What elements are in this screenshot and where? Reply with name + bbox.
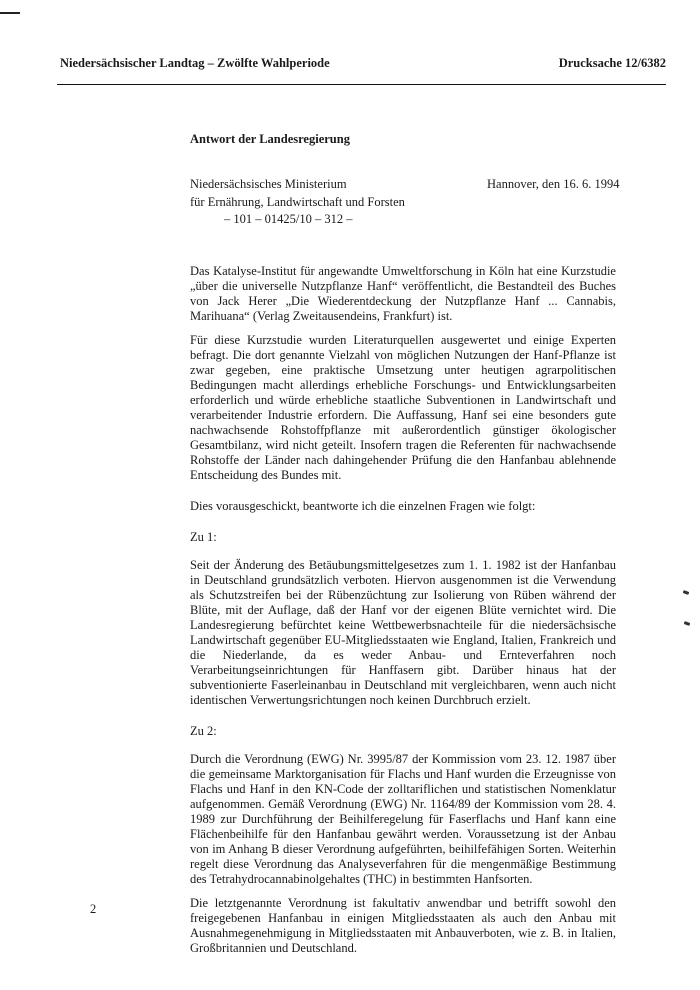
margin-mark [683, 590, 690, 595]
answer-body [190, 264, 616, 965]
running-header [57, 56, 666, 74]
header-document-number: Drucksache 12/6382 [558, 56, 666, 70]
answer-heading-1: Zu 1: [190, 530, 217, 544]
paragraph-answer-2: Durch die Verordnung (EWG) Nr. 3995/87 der Kommission vom 23. 12. 1987 über die gemeinsame Marktorganisation für Flachs und Hanf wurden die Erzeugnisse von Flachs und Hanf in den KN-Code der zolltariflichen und statistischen Nomenklatur aufgenommen. Gemäß Verordnung (EWG) Nr. 1164/89 der Kommission vom 28. 4. 1989 zur Durchführung der Beihilferegelung für Faserflachs und Hanf kann eine Flächenbeihilfe für den Hanfanbau gewährt werden. Voraussetzung ist der Anbau von im Anhang B dieser Verordnung aufgeführten, beihilfefähigen Sorten. Weiterhin regelt diese Verordnung das Analyseverfahren für die mengenmäßige Bestimmung des Tetrahydrocannabinolgehaltes (THC) in bestimmten Hanfsorten. [190, 752, 616, 886]
paragraph-answer-1: Seit der Änderung des Betäubungsmittelgesetzes zum 1. 1. 1982 ist der Hanfanbau in Deutschland grundsätzlich verboten. Hiervon ausgenommen ist die Verwendung als Schutzstreifen bei der Rübenzüchtung zur Isolierung von Rüben während der Blüte, mit der Auflage, daß der Hanf vor der eigenen Blüte vernichtet wird. Die Landesregierung befürchtet keine Wettbewerbsnachteile für die niedersächsische Landwirtschaft gegenüber EU-Mitgliedsstaaten wie England, Italien, Frankreich und die Niederlande, da es weder Anbau- und Ernteverfahren noch Verarbeitungseinrichtungen für Hanffasern gibt. Darüber hinaus hat der subventionierte Faserleinanbau in Deutschland mit vergleichbaren, wenn auch nicht identischen Verwertungsrichtungen noch keinen Durchbruch erzielt. [190, 558, 616, 707]
answer-heading-2: Zu 2: [190, 724, 217, 738]
sender-department: für Ernährung, Landwirtschaft und Forsten [190, 194, 405, 209]
sender-reference: – 101 – 01425/10 – 312 – [224, 212, 353, 226]
paragraph-study: Für diese Kurzstudie wurden Literaturquellen ausgewertet und einige Experten befragt. Die dort genannte Vielzahl von möglichen Nutzungen der Hanf-Pflanze ist zwar gegeben, eine praktische Umsetzung unter heutigen agrarpolitischen Bedingungen macht allerdings erhebliche Forschungs- und Entwicklungsarbeiten erforderlich und würde erhebliche staatliche Subventionen in Landwirtschaft und verarbeitender Industrie erfordern. Die Auffassung, Hanf sei eine besonders gute nachwachsende Rohstoffpflanze mit außerordentlich günstiger ökologischer Gesamtbilanz, wird nicht geteilt. Insofern tragen die Referenten für nachwachsende Rohstoffe der Länder nach dahingehender Prüfung die den Hanfanbau ablehnende Entscheidung des Bundes mit. [190, 333, 616, 482]
place-date: Hannover, den 16. 6. 1994 [487, 177, 620, 191]
sender-block [190, 176, 420, 229]
paragraph-intro: Das Katalyse-Institut für angewandte Umweltforschung in Köln hat eine Kurzstudie „über die universelle Nutzpflanze Hanf“ veröffentlicht, die Bestandteil des Buches von Jack Herer „Die Wiederentdeckung der Nutzpflanze Hanf ... Cannabis, Marihuana“ (Verlag Zweitausendeins, Frankfurt) ist. [190, 264, 616, 323]
page-number: 2 [90, 902, 97, 916]
header-rule [57, 84, 666, 85]
margin-mark [684, 621, 691, 626]
sender-ministry: Niedersächsisches Ministerium [190, 177, 347, 191]
scan-mark-top-left [0, 12, 20, 14]
paragraph-answer-2-cont: Die letztgenannte Verordnung ist fakultativ anwendbar und betrifft sowohl den freigegebenen Hanfanbau in einigen Mitgliedsstaaten als auch den Anbau mit Ausnahmegenehmigung in Mitgliedsstaaten mit Anbauverboten, wie z. B. in Italien, Großbritannien und Deutschland. [190, 896, 616, 955]
header-parliament: Niedersächsischer Landtag – Zwölfte Wahlperiode [60, 56, 330, 70]
paragraph-transition: Dies vorausgeschickt, beantworte ich die einzelnen Fragen wie folgt: [190, 499, 536, 513]
document-heading: Antwort der Landesregierung [190, 132, 350, 146]
